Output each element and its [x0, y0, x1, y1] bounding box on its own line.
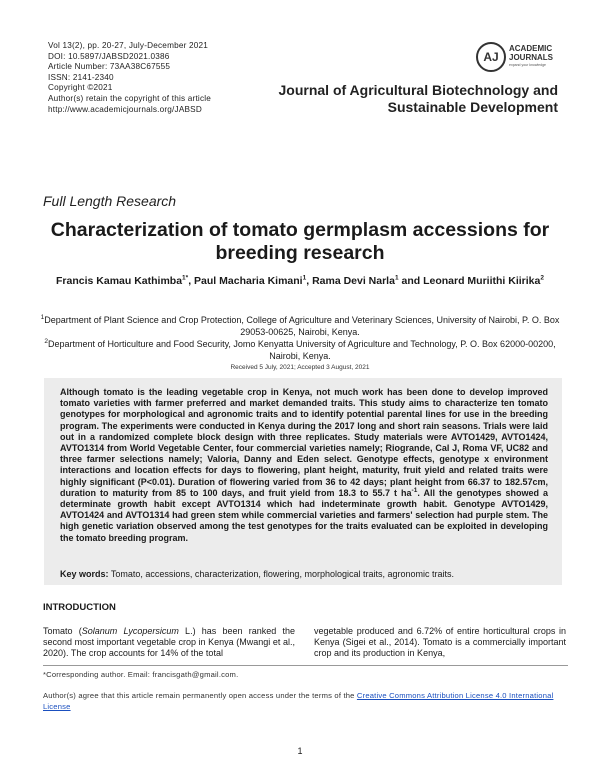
author-affiliation-mark: 1	[394, 274, 399, 282]
doi-line: DOI: 10.5897/JABSD2021.0386	[48, 51, 170, 61]
abstract-text: Although tomato is the leading vegetable crop in Kenya, not much work has been done to develop improved tomato varieties with farmer preferred and market demanded traits. This study aims to characterize ten tomato genotypes for morphological and agronomic traits and to identify potential parental lines for use in the breeding program. The experiments were conducted in Kenya during the 2017 long and short rain seasons. Trials were laid out in a randomized complete block design with three replicates. Study materials were AVTO1429, AVTO1424, AVTO1314 from World Vegetable Center, four commercial varieties namely; Riogrande, Cal J, Roma VF, UC82 and three farmer selections namely; Valoria, Danny and Eden select. Genotype effects, genotype x environment interactions and location effects for days to flowering, plant height, maturity, fruit yield and related traits were highly significant (P<0.01). Duration of flowering varied from 36 to 42 days; plant height from 66.37 to 182.57cm, duration to maturity from 85 to 100 days, and fruit yield from 18.3 to 55.7 t ha	[60, 387, 548, 498]
author-name: Leonard Muriithi Kiirika	[423, 275, 541, 287]
logo-line2: JOURNALS	[509, 52, 554, 62]
volume-line: Vol 13(2), pp. 20-27, July-December 2021	[48, 41, 209, 50]
journal-title	[258, 82, 558, 116]
author-name: Paul Macharia Kimani	[194, 275, 303, 287]
logo-wordmark	[509, 45, 553, 62]
affiliation-text: Department of Horticulture and Food Security, Jomo Kenyatta University of Agriculture and Technology, P. O. Box 62000-00200, Nairobi, Kenya.	[48, 339, 556, 361]
journal-title-line2: Sustainable Development	[387, 99, 558, 115]
logo-line1: ACADEMIC	[509, 44, 553, 53]
author-affiliation-mark: 1	[302, 274, 307, 282]
introduction-heading: INTRODUCTION	[43, 602, 116, 613]
affiliation-mark: 1	[40, 314, 45, 321]
academic-journals-logo	[476, 40, 586, 80]
species-name: Solanum Lycopersicum	[81, 626, 179, 636]
page-number: 1	[297, 746, 303, 756]
affiliation-mark: 2	[44, 338, 48, 345]
author-list	[40, 274, 560, 289]
author-affiliation-mark: 1*	[182, 274, 189, 282]
author-affiliation-mark: 2	[540, 274, 544, 282]
journal-url[interactable]: http://www.academicjournals.org/JABSD	[48, 104, 202, 114]
abstract	[60, 387, 548, 544]
article-metadata	[48, 41, 211, 115]
intro-text: L.) has been ranked the second most important vegetable crop in Kenya (Mwangi et al., 2020). The crop accounts for 14% of the total	[43, 626, 295, 659]
author-separator: ,	[306, 275, 313, 287]
license-text: Author(s) agree that this article remain permanently open access under the terms of the	[43, 691, 357, 700]
author-name: Rama Devi Narla	[312, 275, 395, 287]
rights-line: Author(s) retain the copyright of this article	[48, 93, 212, 103]
intro-text: Tomato (	[43, 626, 82, 636]
affiliation-2	[40, 338, 560, 362]
paper-title: Characterization of tomato germplasm accessions for breeding research	[50, 219, 550, 264]
journal-title-line1: Journal of Agricultural Biotechnology and	[278, 82, 558, 98]
keywords-label: Key words:	[60, 569, 109, 579]
corresponding-author-note: *Corresponding author. Email: francisgath@gmail.com.	[43, 670, 239, 679]
license-note	[43, 690, 568, 712]
affiliation-text: Department of Plant Science and Crop Protection, College of Agriculture and Veterinary Sciences, University of Nairobi, P. O. Box 29053-00625, Nairobi, Kenya.	[44, 315, 560, 337]
section-type: Full Length Research	[43, 193, 177, 209]
keywords	[60, 569, 548, 580]
keywords-text: Tomato, accessions, characterization, flowering, morphological traits, agronomic traits.	[108, 569, 455, 579]
footnote-divider	[43, 665, 568, 666]
copyright-line: Copyright ©2021	[48, 83, 113, 93]
article-number-line: Article Number: 73AA38C67555	[48, 62, 171, 72]
logo-tagline: expand your knowledge	[509, 63, 546, 67]
author-separator: and	[398, 275, 424, 287]
author-separator: ,	[188, 275, 195, 287]
intro-column-left	[43, 626, 295, 660]
logo-mark: AJ	[476, 42, 506, 72]
abstract-superscript: -1	[411, 486, 418, 494]
author-name: Francis Kamau Kathimba	[56, 275, 183, 287]
affiliations	[40, 314, 560, 362]
abstract-text-continued: . All the genotypes showed a determinate growth habit except AVTO1314 which had indeterminate growth habit. Genotype AVTO1429, AVTO1424 and AVTO1314 had green stem while commercial varieties and farmers' selection had purple stem. The high genetic variation observed among the test genotypes for the traits evaluated can be exploited in developing the tomato breeding program.	[60, 487, 549, 543]
issn-line: ISSN: 2141-2340	[48, 72, 114, 82]
license-link[interactable]: Creative Commons Attribution License 4.0 International License	[43, 691, 554, 711]
affiliation-1	[40, 314, 560, 338]
received-dates: Received 5 July, 2021; Accepted 3 August, 2021	[230, 364, 370, 371]
intro-column-right: vegetable produced and 6.72% of entire horticultural crops in Kenya (Sigei et al., 2014). Tomato is a commercially important crop and its production in Kenya,	[314, 626, 566, 659]
